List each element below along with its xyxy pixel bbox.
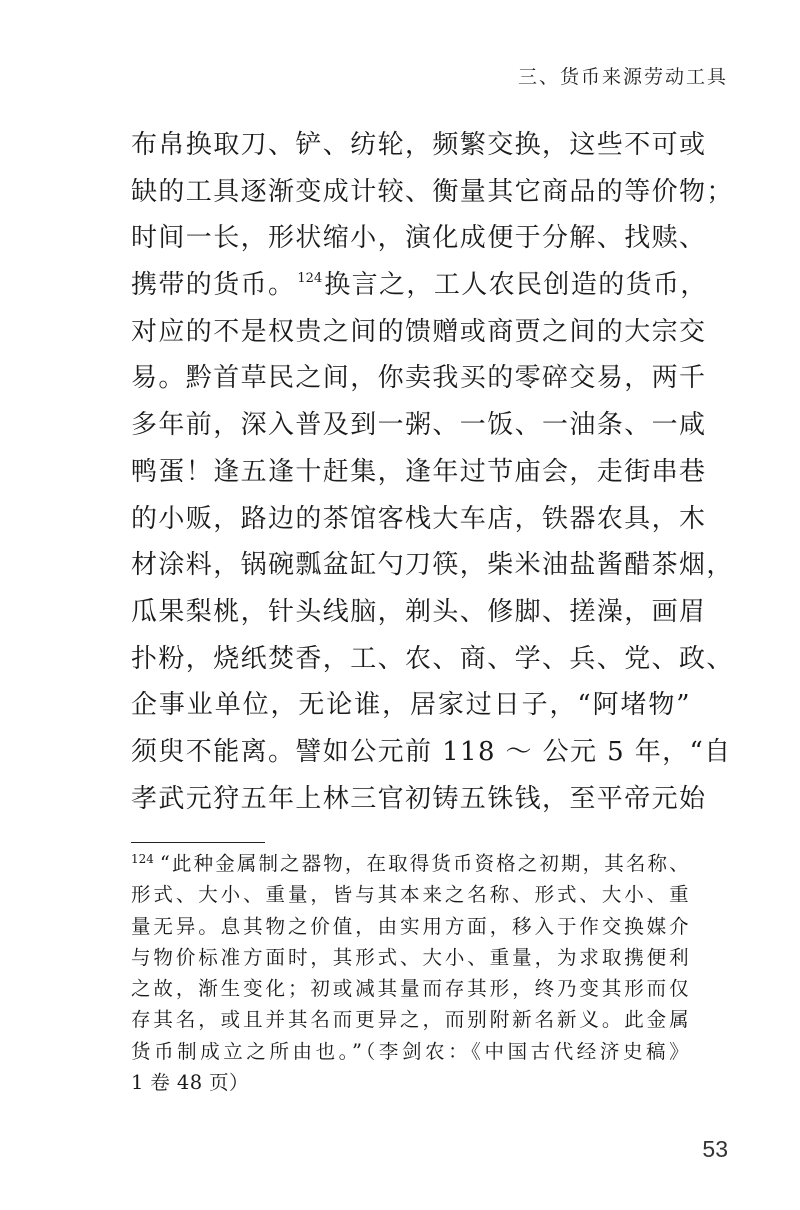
footnote-reference[interactable]: 124 [297, 271, 323, 287]
running-header: 三、货币来源劳动工具 [517, 66, 728, 88]
footnote-line: 货币制成立之所由也。”（李剑农：《中国古代经济史稿》 [131, 1039, 689, 1063]
body-line: 扑粉，烧纸焚香，工、农、商、学、兵、党、政、 [131, 643, 734, 674]
body-line: 鸭蛋！逢五逢十赶集，逢年过节庙会，走街串巷 [131, 456, 707, 487]
page-number: 53 [702, 1136, 728, 1162]
footnote-number: 124 [131, 852, 154, 866]
footnote-line: 存其名，或且并其名而更异之，而别附新名新义。此金属 [131, 1008, 689, 1032]
body-line: 易。黔首草民之间，你卖我买的零碎交易，两千 [131, 363, 707, 394]
footnote-divider [131, 842, 265, 843]
body-text [131, 122, 734, 869]
body-line-segment: 换言之，工人农民创造的货币， [324, 270, 708, 301]
body-line: 材涂料，锅碗瓢盆缸勺刀筷，柴米油盐酱醋茶烟， [131, 550, 734, 581]
body-line: 对应的不是权贵之间的馈赠或商贾之间的大宗交 [131, 316, 707, 347]
body-line: 企事业单位，无论谁，居家过日子，“阿堵物” [131, 690, 691, 721]
footnote-line: 与物价标准方面时，其形式、大小、重量，为求取携便利 [131, 945, 689, 969]
footnote [131, 848, 689, 1098]
footnote-line: 之故，渐生变化；初或减其量而存其形，终乃变其形而仅 [131, 977, 689, 1001]
body-line: 缺的工具逐渐变成计较、衡量其它商品的等价物； [131, 176, 734, 207]
body-line: 多年前，深入普及到一粥、一饭、一油条、一咸 [131, 410, 707, 441]
footnote-line: 1 卷 48 页） [131, 1071, 249, 1095]
body-line: 须臾不能离。譬如公元前 118 ～ 公元 5 年，“自 [131, 736, 732, 767]
footnote-line: 量无异。息其物之价值，由实用方面，移入于作交换媒介 [131, 914, 689, 938]
footnote-line: 形式、大小、重量，皆与其本来之名称、形式、大小、重 [131, 883, 689, 907]
body-line: 瓜果梨桃，针头线脑，剃头、修脚、搓澡，画眉 [131, 596, 707, 627]
body-line [131, 262, 708, 309]
footnote-line [131, 848, 689, 879]
body-line: 的小贩，路边的茶馆客栈大车店，铁器农具，木 [131, 503, 707, 534]
footnote-line-text: “此种金属制之器物，在取得货币资格之初期，其名称、 [159, 852, 689, 875]
body-line: 时间一长，形状缩小，演化成便于分解、找赎、 [131, 223, 707, 254]
body-line-segment: 携带的货币。 [131, 270, 296, 301]
body-line: 布帛换取刀、铲、纺轮，频繁交换，这些不可或 [131, 130, 707, 160]
body-line: 孝武元狩五年上林三官初铸五铢钱，至平帝元始 [131, 783, 707, 814]
